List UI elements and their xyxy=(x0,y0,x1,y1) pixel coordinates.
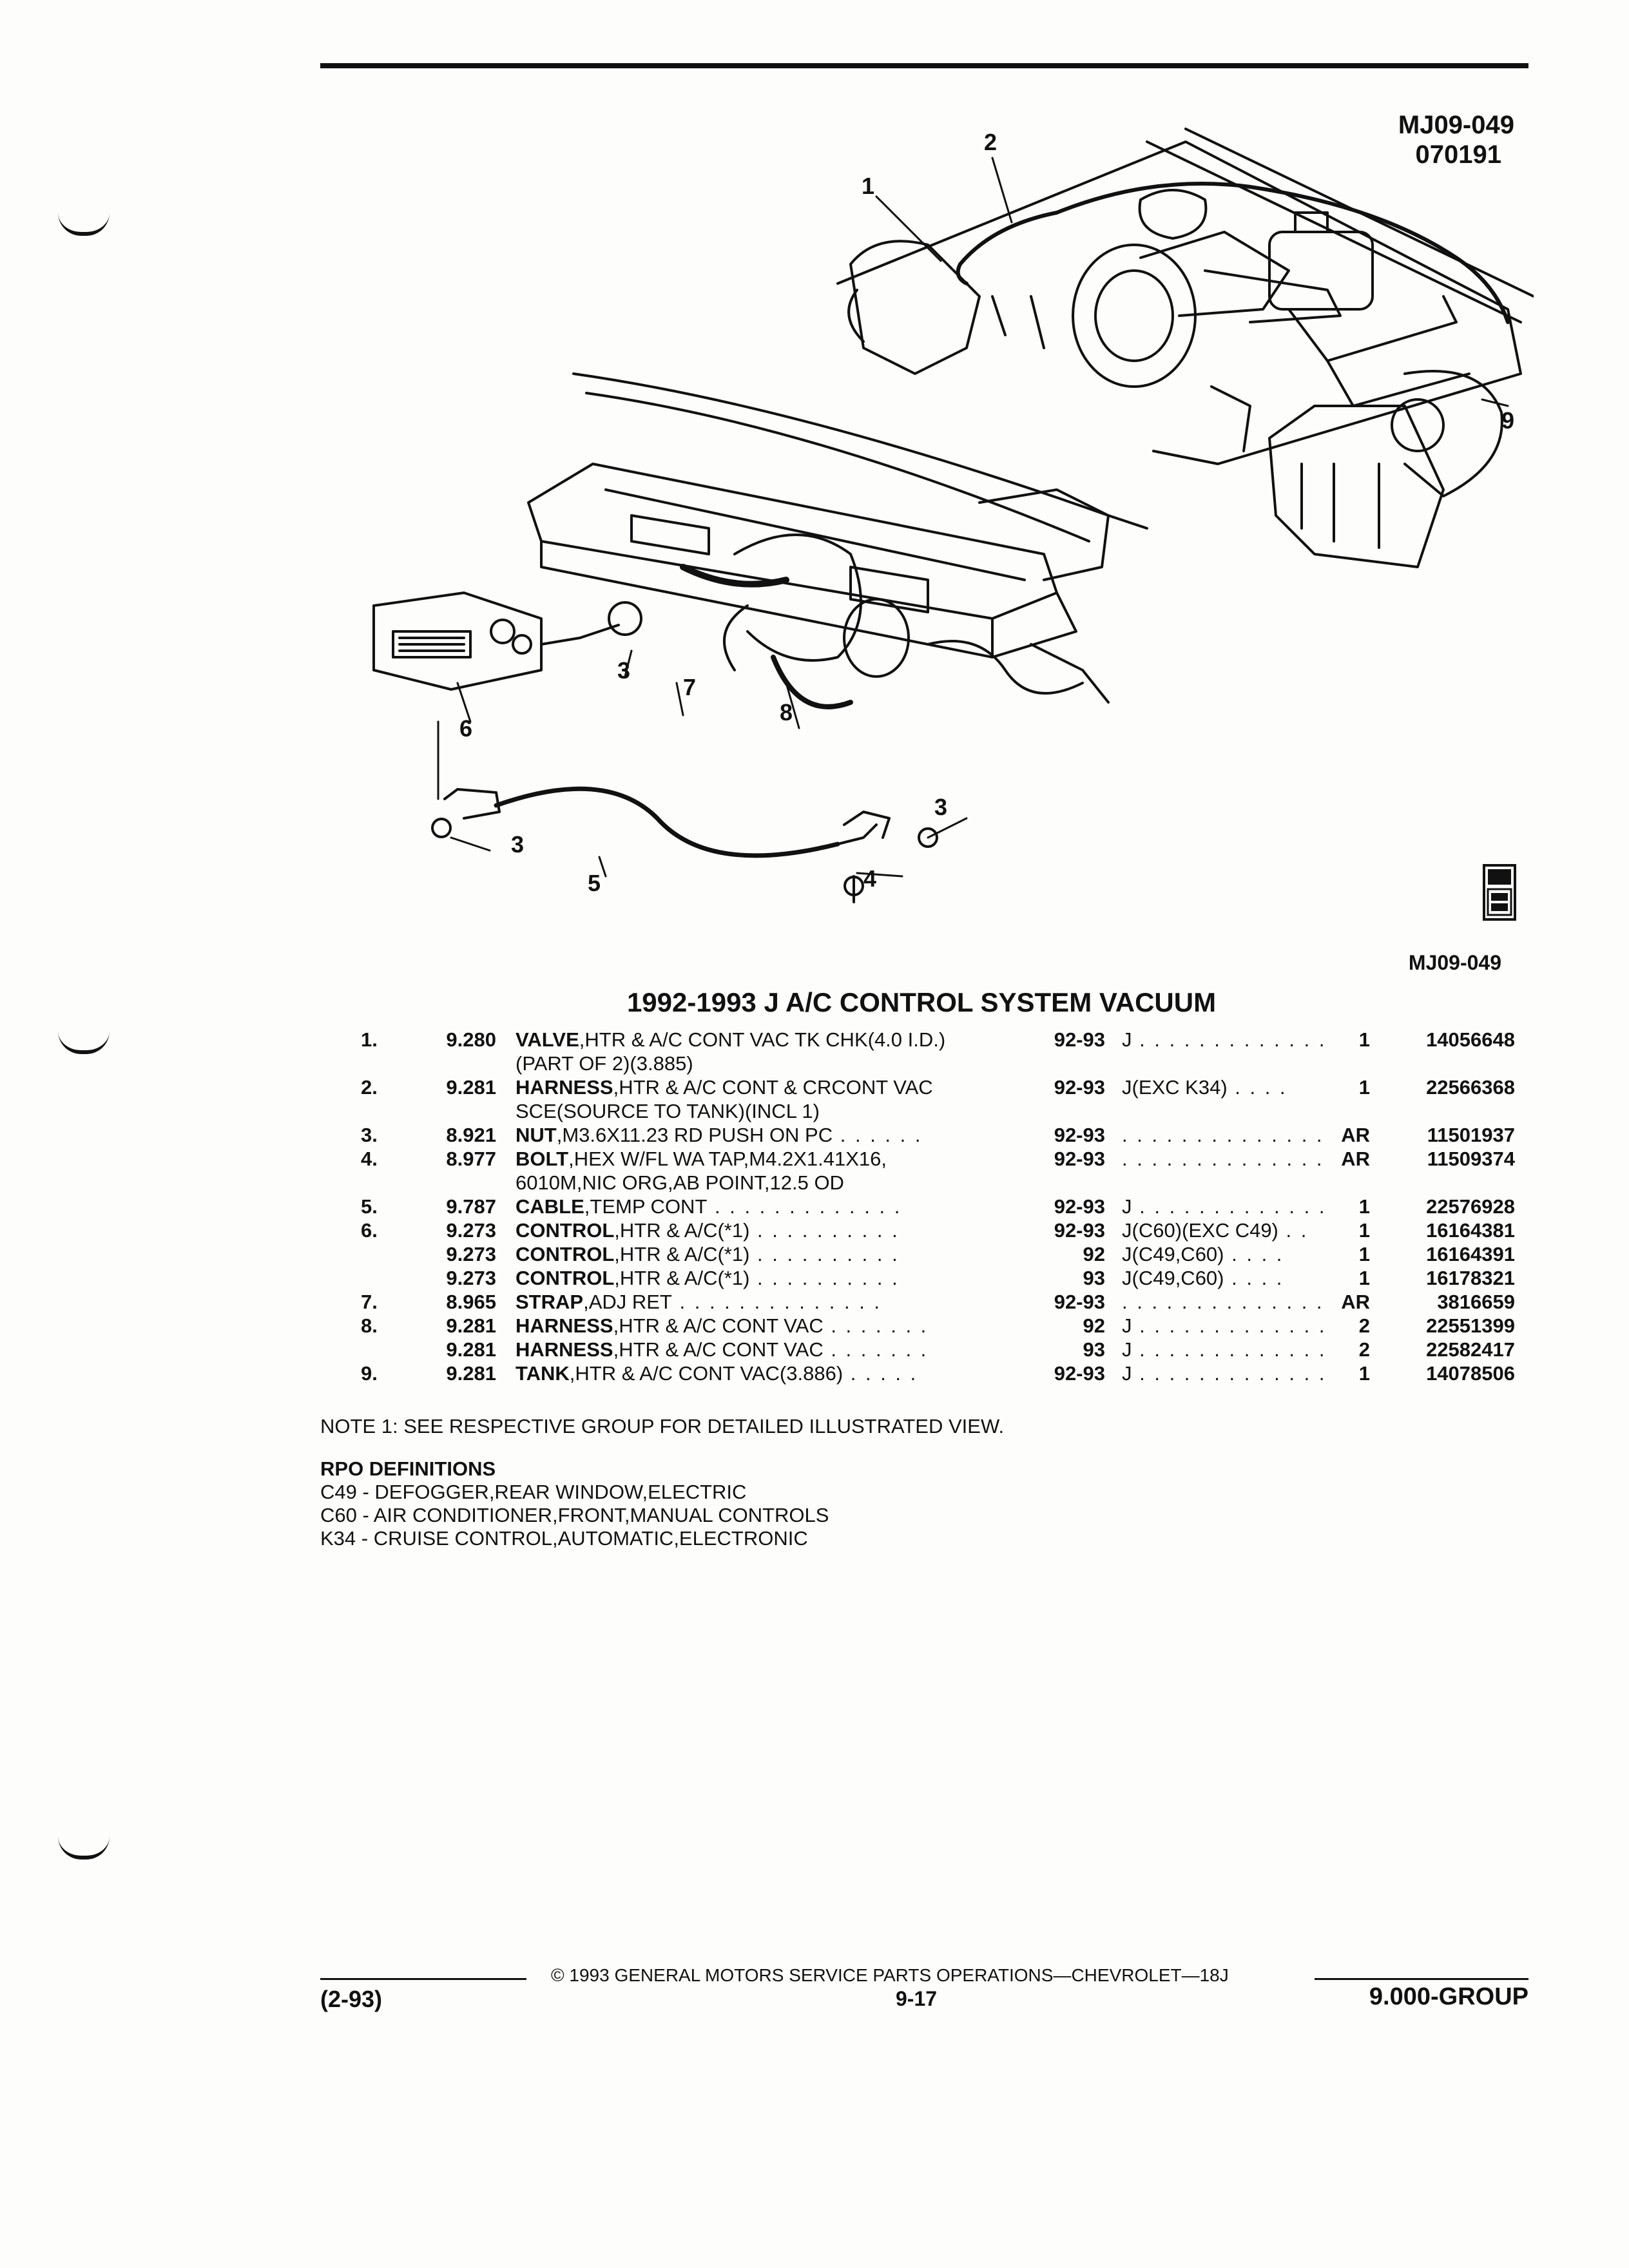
callout-5: 5 xyxy=(588,870,601,896)
part-desc-text: ,HTR & A/C CONT VAC TK CHK(4.0 I.D.) xyxy=(579,1028,946,1051)
part-ref: 6. xyxy=(361,1219,378,1242)
parts-row xyxy=(361,1242,1515,1266)
part-app-code: J xyxy=(1122,1028,1132,1051)
part-description xyxy=(516,1028,1044,1075)
parts-row xyxy=(361,1075,1515,1123)
part-app-code: J xyxy=(1122,1338,1132,1361)
part-name: CONTROL xyxy=(516,1267,615,1289)
leader-dots: . . . . . . . . . . . . . . xyxy=(1122,1124,1324,1146)
part-desc-text: ,HTR & A/C CONT VAC xyxy=(613,1314,824,1337)
parts-row xyxy=(361,1028,1515,1075)
part-group: 9.273 xyxy=(446,1243,496,1265)
footer-rule-left xyxy=(320,1978,526,1980)
parts-row xyxy=(361,1218,1515,1242)
part-quantity: 1 xyxy=(1358,1267,1370,1289)
part-number: 16164391 xyxy=(1426,1243,1515,1265)
part-description xyxy=(516,1123,1044,1147)
leader-dots: . . . . . . . . . . . . . . xyxy=(1122,1291,1324,1313)
part-years: 93 xyxy=(1083,1267,1105,1289)
part-description xyxy=(516,1242,1044,1266)
part-ref: 3. xyxy=(361,1124,378,1146)
callout-3-right: 3 xyxy=(934,794,948,820)
part-quantity: AR xyxy=(1341,1291,1370,1313)
part-app-code: J(C49,C60) xyxy=(1122,1267,1224,1289)
leader-dots: . . . . . . . xyxy=(823,1314,929,1337)
rpo-item: K34 - CRUISE CONTROL,AUTOMATIC,ELECTRONIC xyxy=(320,1527,808,1550)
part-ref xyxy=(361,1338,406,1361)
gm-spo-logo xyxy=(1482,863,1517,921)
figure-id-bottom: MJ09-049 xyxy=(1408,951,1501,974)
leader-dots: . . . . . . . xyxy=(823,1338,929,1361)
part-years: 92-93 xyxy=(1054,1076,1105,1099)
part-description xyxy=(516,1195,1044,1218)
part-desc-text: ,HTR & A/C CONT VAC xyxy=(613,1338,824,1361)
part-group: 8.977 xyxy=(446,1148,496,1170)
callout-1: 1 xyxy=(862,173,875,199)
part-number: 16164381 xyxy=(1426,1219,1515,1242)
part-group: 9.273 xyxy=(446,1267,496,1289)
part-application xyxy=(1122,1361,1335,1385)
part-application xyxy=(1122,1028,1335,1075)
part-application xyxy=(1122,1266,1335,1290)
part-name: HARNESS xyxy=(516,1314,613,1337)
control-head-drawing xyxy=(374,593,641,689)
callout-8: 8 xyxy=(780,699,793,726)
part-desc-text: ,HTR & A/C(*1) xyxy=(614,1243,750,1265)
part-desc-text: ,M3.6X11.23 RD PUSH ON PC xyxy=(556,1124,833,1146)
part-quantity: 1 xyxy=(1358,1076,1370,1099)
leader-dots: . . . . . . . . . . . . . xyxy=(1132,1362,1327,1385)
part-group: 9.281 xyxy=(446,1076,496,1099)
part-group: 9.281 xyxy=(446,1362,496,1385)
footer-rule-right xyxy=(1315,1978,1528,1980)
part-ref: 7. xyxy=(361,1291,378,1313)
parts-row xyxy=(361,1147,1515,1195)
part-app-code: J(C49,C60) xyxy=(1122,1243,1224,1265)
binder-hole-mark xyxy=(58,1031,110,1054)
leader-dots: . . . . xyxy=(1227,1076,1287,1099)
part-quantity: 1 xyxy=(1358,1195,1370,1218)
part-app-code: J(C60)(EXC C49) xyxy=(1122,1219,1278,1242)
parts-row xyxy=(361,1266,1515,1290)
part-desc-text: ,HTR & A/C(*1) xyxy=(614,1219,750,1242)
part-app-code: J xyxy=(1122,1362,1132,1385)
part-ref: 2. xyxy=(361,1076,378,1099)
callout-4: 4 xyxy=(863,865,877,892)
binder-hole-mark xyxy=(58,213,110,236)
part-description xyxy=(516,1075,1044,1123)
part-name: STRAP xyxy=(516,1291,584,1313)
part-desc-continued: 6010M,NIC ORG,AB POINT,12.5 OD xyxy=(516,1171,844,1194)
part-years: 92-93 xyxy=(1054,1148,1105,1170)
part-application xyxy=(1122,1290,1335,1314)
top-rule xyxy=(320,63,1528,68)
part-desc-text: ,HTR & A/C CONT & CRCONT VAC xyxy=(613,1076,933,1099)
part-ref xyxy=(361,1266,406,1290)
part-desc-text: ,TEMP CONT xyxy=(584,1195,708,1218)
part-years: 92-93 xyxy=(1054,1362,1105,1385)
leader-dots: . . . . . . . . . . . . . xyxy=(707,1195,902,1218)
part-quantity: AR xyxy=(1341,1124,1370,1146)
part-quantity: 2 xyxy=(1358,1338,1370,1361)
temp-cable-drawing xyxy=(432,789,937,902)
part-description xyxy=(516,1361,1044,1385)
part-quantity: 1 xyxy=(1358,1362,1370,1385)
part-group: 8.921 xyxy=(446,1124,496,1146)
part-app-code: J(EXC K34) xyxy=(1122,1076,1228,1099)
part-number: 11501937 xyxy=(1427,1124,1515,1146)
leader-dots: . . . . xyxy=(1224,1267,1284,1289)
part-years: 92-93 xyxy=(1054,1291,1105,1313)
part-number: 3816659 xyxy=(1437,1291,1515,1313)
engine-bay-drawing xyxy=(838,129,1534,567)
part-quantity: AR xyxy=(1341,1148,1370,1170)
part-desc-text: ,HTR & A/C CONT VAC(3.886) xyxy=(569,1362,843,1385)
callout-3: 3 xyxy=(617,657,631,684)
part-name: VALVE xyxy=(516,1028,579,1051)
part-group: 9.787 xyxy=(446,1195,496,1218)
leader-dots: . . . . . . . . . . . . . xyxy=(1132,1338,1327,1361)
part-name: NUT xyxy=(516,1124,557,1146)
part-description xyxy=(516,1314,1044,1338)
part-application xyxy=(1122,1123,1335,1147)
callout-3-left: 3 xyxy=(511,831,525,858)
part-number: 14078506 xyxy=(1426,1362,1515,1385)
part-number: 22566368 xyxy=(1426,1076,1515,1099)
footer-copyright: © 1993 GENERAL MOTORS SERVICE PARTS OPERATIONS—CHEVROLET—18J xyxy=(551,1965,1229,1985)
part-app-code: J xyxy=(1122,1195,1132,1218)
part-desc-text: ,HTR & A/C(*1) xyxy=(614,1267,750,1289)
part-description xyxy=(516,1218,1044,1242)
leader-dots: . . . . . . . . . . . . . xyxy=(1132,1028,1327,1051)
part-group: 9.281 xyxy=(446,1314,496,1337)
part-application xyxy=(1122,1218,1335,1242)
parts-row xyxy=(361,1290,1515,1314)
footer-date: (2-93) xyxy=(320,1986,383,2012)
part-name: HARNESS xyxy=(516,1076,613,1099)
part-ref: 4. xyxy=(361,1148,378,1170)
rpo-item: C60 - AIR CONDITIONER,FRONT,MANUAL CONTROLS xyxy=(320,1504,829,1526)
parts-table xyxy=(361,1028,1515,1385)
figure-date-code: 070191 xyxy=(1415,140,1501,169)
binder-hole-mark xyxy=(58,1836,110,1860)
parts-row xyxy=(361,1314,1515,1338)
part-quantity: 2 xyxy=(1358,1314,1370,1337)
leader-dots: . . . . . . . . . . xyxy=(749,1243,900,1265)
part-group: 9.281 xyxy=(446,1338,496,1361)
part-years: 92-93 xyxy=(1054,1028,1105,1051)
footer-group: 9.000-GROUP xyxy=(1369,1983,1528,2010)
part-ref: 8. xyxy=(361,1314,378,1337)
part-ref: 9. xyxy=(361,1362,378,1385)
part-application xyxy=(1122,1338,1335,1361)
part-description xyxy=(516,1338,1044,1361)
figure-id-top: MJ09-049 xyxy=(1398,111,1514,139)
part-group: 8.965 xyxy=(446,1291,496,1313)
parts-row xyxy=(361,1361,1515,1385)
leader-dots: . . . . . . . . . . . . . . xyxy=(671,1291,882,1313)
parts-row xyxy=(361,1123,1515,1147)
part-years: 92-93 xyxy=(1054,1219,1105,1242)
part-desc-continued: (PART OF 2)(3.885) xyxy=(516,1052,693,1075)
part-number: 22551399 xyxy=(1426,1314,1515,1337)
part-desc-continued: SCE(SOURCE TO TANK)(INCL 1) xyxy=(516,1100,820,1122)
part-years: 92 xyxy=(1083,1243,1105,1265)
part-number: 11509374 xyxy=(1427,1148,1515,1170)
part-years: 92-93 xyxy=(1054,1195,1105,1218)
part-description xyxy=(516,1290,1044,1314)
part-quantity: 1 xyxy=(1358,1219,1370,1242)
part-application xyxy=(1122,1195,1335,1218)
leader-dots: . . . . . . . . . . xyxy=(749,1267,900,1289)
part-name: HARNESS xyxy=(516,1338,613,1361)
part-group: 9.273 xyxy=(446,1219,496,1242)
footer-page-number: 9-17 xyxy=(896,1987,938,2010)
harness-line xyxy=(960,184,1508,322)
part-years: 93 xyxy=(1083,1338,1105,1361)
leader-dots: . . . . . . . . . . . . . xyxy=(1132,1314,1327,1337)
part-name: BOLT xyxy=(516,1148,569,1170)
part-desc-text: ,HEX W/FL WA TAP,M4.2X1.41X16, xyxy=(568,1148,887,1170)
part-group: 9.280 xyxy=(446,1028,496,1051)
parts-row xyxy=(361,1195,1515,1218)
part-number: 22576928 xyxy=(1426,1195,1515,1218)
leader-dots: . . . . . . . . . . . . . . xyxy=(1122,1148,1324,1170)
part-number: 22582417 xyxy=(1426,1338,1515,1361)
part-description xyxy=(516,1266,1044,1290)
part-ref: 5. xyxy=(361,1195,378,1218)
part-ref xyxy=(361,1242,406,1266)
part-desc-text: ,ADJ RET xyxy=(583,1291,672,1313)
leader-dots: . . . . . . . . . . . . . xyxy=(1132,1195,1327,1218)
note-text: NOTE 1: SEE RESPECTIVE GROUP FOR DETAILED ILLUSTRATED VIEW. xyxy=(320,1415,1005,1437)
section-title: 1992-1993 J A/C CONTROL SYSTEM VACUUM xyxy=(626,987,1217,1017)
parts-row xyxy=(361,1338,1515,1361)
callout-leader-lines xyxy=(438,158,1508,876)
part-name: CONTROL xyxy=(516,1219,615,1242)
leader-dots: . . . . . . . . . . xyxy=(749,1219,900,1242)
rpo-definitions xyxy=(320,1457,829,1550)
leader-dots: . . . . . xyxy=(843,1362,918,1385)
part-number: 14056648 xyxy=(1426,1028,1515,1051)
part-ref: 1. xyxy=(361,1028,378,1051)
part-app-code: J xyxy=(1122,1314,1132,1337)
part-name: CONTROL xyxy=(516,1243,615,1265)
callout-7: 7 xyxy=(683,674,697,700)
callout-6: 6 xyxy=(459,715,473,742)
part-name: TANK xyxy=(516,1362,570,1385)
part-application xyxy=(1122,1075,1335,1123)
leader-dots: . . . . . . xyxy=(833,1124,923,1146)
callout-9: 9 xyxy=(1501,407,1515,434)
part-application xyxy=(1122,1242,1335,1266)
part-years: 92-93 xyxy=(1054,1124,1105,1146)
part-years: 92 xyxy=(1083,1314,1105,1337)
part-description xyxy=(516,1147,1044,1195)
part-number: 16178321 xyxy=(1426,1267,1515,1289)
leader-dots: . . xyxy=(1278,1219,1309,1242)
part-application xyxy=(1122,1147,1335,1195)
part-quantity: 1 xyxy=(1358,1028,1370,1051)
part-name: CABLE xyxy=(516,1195,584,1218)
part-quantity: 1 xyxy=(1358,1243,1370,1265)
callout-2: 2 xyxy=(984,129,998,155)
rpo-item: C49 - DEFOGGER,REAR WINDOW,ELECTRIC xyxy=(320,1481,747,1503)
leader-dots: . . . . xyxy=(1224,1243,1284,1265)
part-application xyxy=(1122,1314,1335,1338)
rpo-title: RPO DEFINITIONS xyxy=(320,1457,496,1480)
